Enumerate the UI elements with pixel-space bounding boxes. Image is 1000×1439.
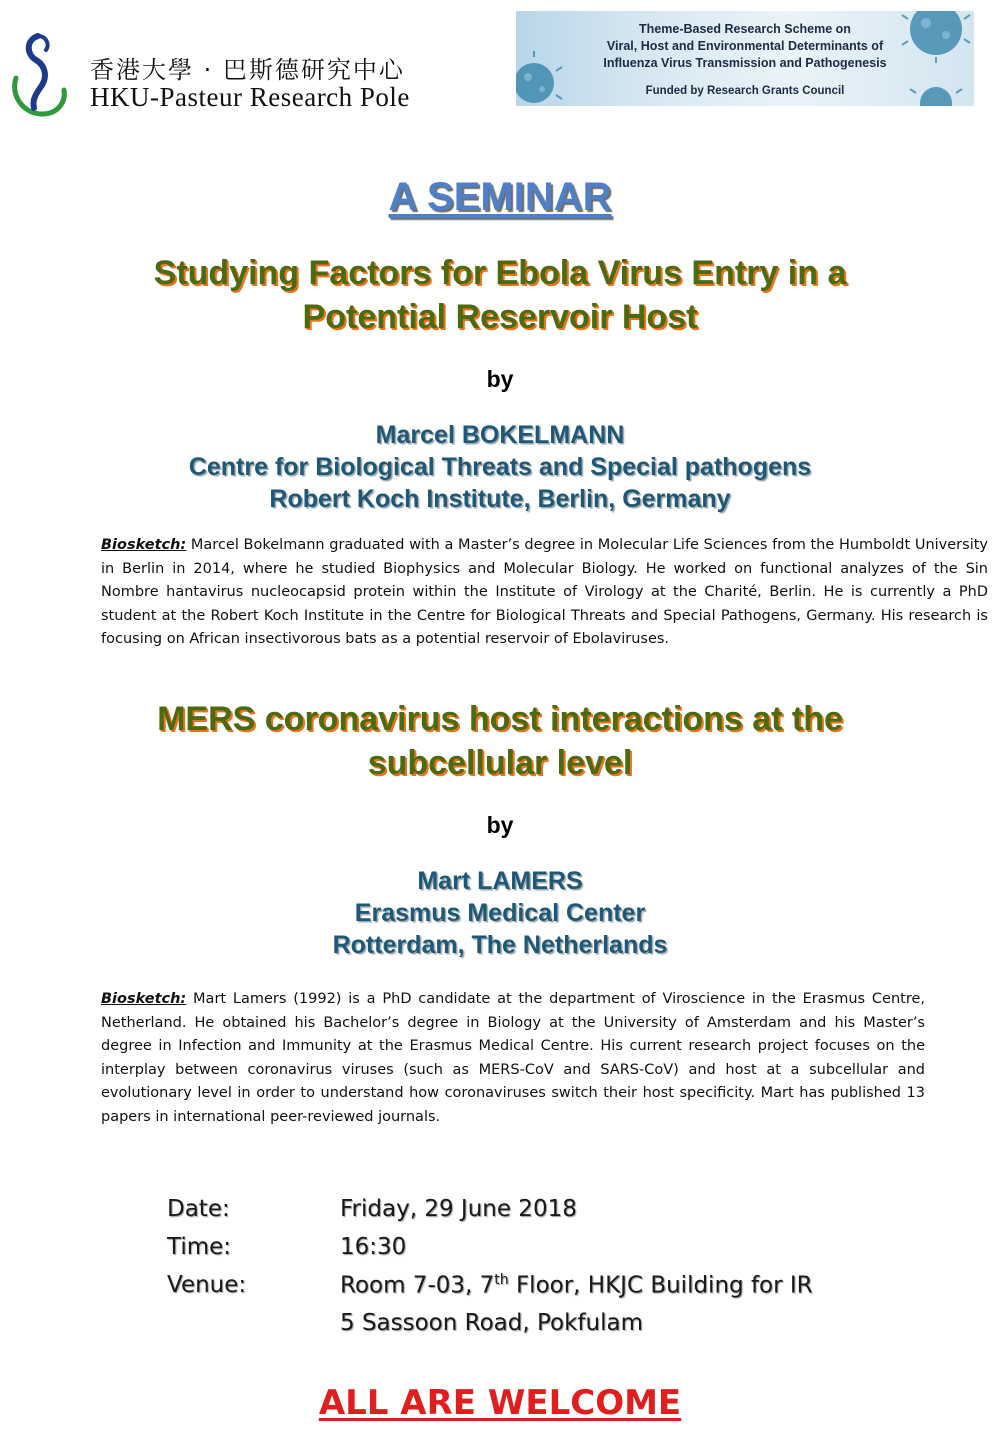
research-scheme-banner [516,11,974,106]
org-name-chinese: 香港大學 · 巴斯德研究中心 [90,56,405,84]
talk-1-title-line-1: Studying Factors for Ebola Virus Entry in a [153,254,847,292]
banner-line-2: Viral, Host and Environmental Determinants of [606,39,884,53]
talk-2-biosketch [101,988,925,1129]
talk-2-speaker-name: Mart LAMERS [417,867,583,895]
talk-2-by: by [486,812,514,838]
talk-2-biosketch-label: Biosketch: [101,991,187,1007]
org-name-english: HKU-Pasteur Research Pole [90,82,410,112]
talk-2-speaker-location: Rotterdam, The Netherlands [332,931,668,959]
venue-line-2: 5 Sassoon Road, Pokfulam [340,1310,643,1336]
talk-1-speaker-affiliation: Centre for Biological Threats and Special pathogens [188,453,812,481]
venue-line-1-prefix: Room 7-03, 7 [340,1272,495,1299]
venue-floor-ordinal: th [494,1272,509,1288]
hku-pasteur-logo-icon [8,30,70,120]
talk-1-title-line-2: Potential Reservoir Host [302,298,698,336]
all-are-welcome: ALL ARE WELCOME [318,1383,682,1423]
banner-line-1: Theme-Based Research Scheme on [639,22,851,36]
time-label: Time: [167,1234,232,1260]
banner-line-4: Funded by Research Grants Council [645,85,845,97]
talk-2-speaker-affiliation: Erasmus Medical Center [354,899,646,927]
banner-line-3: Influenza Virus Transmission and Pathogenesis [603,56,887,70]
talk-1-biosketch-label: Biosketch: [101,537,187,553]
talk-1-speaker-location: Robert Koch Institute, Berlin, Germany [269,485,731,513]
time-value: 16:30 [340,1234,407,1260]
seminar-heading: A SEMINAR [388,175,612,219]
talk-2-title-line-2: subcellular level [367,744,633,782]
venue-line-1-suffix: Floor, HKJC Building for IR [508,1272,813,1299]
date-label: Date: [167,1196,230,1222]
venue-line-1 [340,1272,813,1299]
date-value: Friday, 29 June 2018 [340,1196,577,1222]
venue-label: Venue: [167,1272,247,1298]
talk-1-speaker-name: Marcel BOKELMANN [375,421,625,449]
talk-1-biosketch-text: Marcel Bokelmann graduated with a Master’s degree in Molecular Life Sciences from the Humboldt University in Berlin in 2014, where he studied Biophysics and Molecular Biology. He worked on functional analyzes of the Sin Nombre hantavirus nucleocapsid protein within the Institute of Virology at the Charité, Berlin. He is currently a PhD student at the Robert Koch Institute in the Centre for Biological Threats and Special Pathogens, Germany. His research is focusing on African insectivorous bats as a potential reservoir of Ebolaviruses. [101,537,988,647]
talk-2-title-line-1: MERS coronavirus host interactions at the [157,700,843,738]
talk-1-by: by [486,366,514,392]
talk-2-biosketch-text: Mart Lamers (1992) is a PhD candidate at the department of Viroscience in the Erasmus Centre, Netherland. He obtained his Bachelor’s degree in Biology at the University of Amsterdam and his Master’s degree in Infection and Immunity at the Erasmus Medical Centre. His current research project focuses on the interplay between coronavirus viruses (such as MERS-CoV and SARS-CoV) and host at a subcellular and evolutionary level in order to understand how coronaviruses switch their host specificity. Mart has published 13 papers in international peer-reviewed journals. [101,991,925,1125]
talk-1-biosketch [101,534,988,652]
